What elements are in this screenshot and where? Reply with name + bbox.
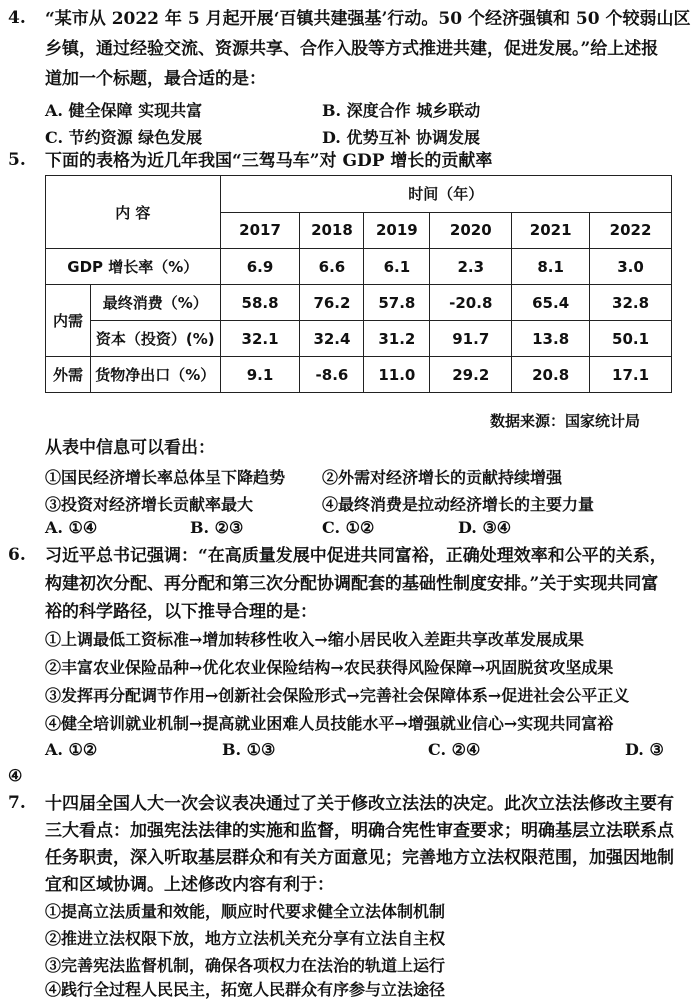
q7-number: 7. — [8, 793, 26, 813]
time-header: 时间（年） — [220, 176, 671, 213]
consumption-value: 76.2 — [300, 285, 364, 321]
gdp-value: 2.3 — [430, 249, 512, 285]
consumption-value: 58.8 — [220, 285, 300, 321]
year-cell: 2022 — [590, 212, 672, 249]
q7-stem-line-2: 三大看点：加强宪法法律的实施和监督，明确合宪性审查要求；明确基层立法联系点 — [45, 821, 674, 841]
capital-value: 32.4 — [300, 321, 364, 357]
q4-stem-line-2: 乡镇，通过经验交流、资源共享、合作入股等方式推进共建，促进发展。”给上述报 — [45, 39, 659, 59]
capital-value: 91.7 — [430, 321, 512, 357]
q5-number: 5. — [8, 150, 26, 170]
q7-stem-line-3: 任务职责，深入听取基层群众和有关方面意见；完善地方立法权限范围，加强因地制 — [45, 848, 674, 868]
consumption-label: 最终消费（%） — [90, 285, 220, 321]
export-value: 9.1 — [220, 357, 300, 393]
q6-stem-line-2: 构建初次分配、再分配和第三次分配协调配套的基础性制度安排。”关于实现共同富 — [45, 574, 659, 594]
q5-item-2: ②外需对经济增长的贡献持续增强 — [322, 468, 563, 487]
gdp-value: 3.0 — [590, 249, 672, 285]
external-demand-label: 外需 — [46, 357, 91, 393]
q6-item-2: ②丰富农业保险品种→优化农业保险结构→农民获得风险保障→巩固脱贫攻坚成果 — [45, 658, 614, 677]
gdp-value: 6.6 — [300, 249, 364, 285]
q6-option-d: D. ③ — [625, 740, 664, 759]
q6-number: 6. — [8, 545, 26, 565]
gdp-label: GDP 增长率（%） — [46, 249, 221, 285]
q6-stem-line-1: 习近平总书记强调：“在高质量发展中促进共同富裕，正确处理效率和公平的关系， — [45, 546, 667, 566]
year-cell: 2018 — [300, 212, 364, 249]
capital-value: 31.2 — [364, 321, 430, 357]
q7-item-3: ③完善宪法监督机制，确保各项权力在法治的轨道上运行 — [45, 956, 446, 975]
export-value: 20.8 — [512, 357, 590, 393]
capital-value: 13.8 — [512, 321, 590, 357]
capital-label: 资本（投资）(%) — [90, 321, 220, 357]
capital-value: 32.1 — [220, 321, 300, 357]
q7-item-2: ②推进立法权限下放，地方立法机关充分享有立法自主权 — [45, 929, 446, 948]
export-value: -8.6 — [300, 357, 364, 393]
q5-option-a: A. ①④ — [45, 518, 98, 537]
table-header-row — [46, 176, 672, 213]
q7-stem-line-4: 宜和区域协调。上述修改内容有利于： — [45, 875, 334, 895]
year-cell: 2019 — [364, 212, 430, 249]
q5-option-d: D. ③④ — [458, 518, 512, 537]
gdp-value: 6.9 — [220, 249, 300, 285]
q6-option-d-wrap: ④ — [8, 766, 23, 785]
consumption-value: 57.8 — [364, 285, 430, 321]
q6-option-c: C. ②④ — [428, 740, 481, 759]
q4-stem-line-1: “某市从 2022 年 5 月起开展‘百镇共建强基’行动。50 个经济强镇和 50 个较弱山区 — [45, 9, 691, 29]
q7-item-1: ①提高立法质量和效能，顺应时代要求健全立法体制机制 — [45, 902, 446, 921]
export-value: 29.2 — [430, 357, 512, 393]
q6-option-a: A. ①② — [45, 740, 98, 759]
q4-option-d: D. 优势互补 协调发展 — [322, 128, 481, 147]
consumption-value: 32.8 — [590, 285, 672, 321]
consumption-value: -20.8 — [430, 285, 512, 321]
q5-lead: 从表中信息可以看出： — [45, 438, 215, 458]
year-cell: 2017 — [220, 212, 300, 249]
consumption-value: 65.4 — [512, 285, 590, 321]
q4-option-b: B. 深度合作 城乡联动 — [322, 101, 481, 120]
gdp-row — [46, 249, 672, 285]
export-label: 货物净出口（%） — [90, 357, 220, 393]
gdp-contribution-table — [45, 175, 672, 393]
q7-item-4: ④践行全过程人民民主，拓宽人民群众有序参与立法途径 — [45, 980, 446, 999]
q4-option-a: A. 健全保障 实现共富 — [45, 101, 203, 120]
gdp-value: 6.1 — [364, 249, 430, 285]
q4-option-c: C. 节约资源 绿色发展 — [45, 128, 203, 147]
q5-item-1: ①国民经济增长率总体呈下降趋势 — [45, 468, 286, 487]
q4-stem-line-3: 道加一个标题，最合适的是： — [45, 69, 266, 89]
export-row — [46, 357, 672, 393]
domestic-demand-label: 内需 — [46, 285, 91, 357]
q6-item-3: ③发挥再分配调节作用→创新社会保险形式→完善社会保障体系→促进社会公平正义 — [45, 686, 630, 705]
q5-option-b: B. ②③ — [190, 518, 244, 537]
q6-item-4: ④健全培训就业机制→提高就业困难人员技能水平→增强就业信心→实现共同富裕 — [45, 714, 614, 733]
q4-number: 4. — [8, 8, 26, 28]
export-value: 11.0 — [364, 357, 430, 393]
year-cell: 2020 — [430, 212, 512, 249]
gdp-value: 8.1 — [512, 249, 590, 285]
q7-stem-line-1: 十四届全国人大一次会议表决通过了关于修改立法法的决定。此次立法法修改主要有 — [45, 794, 674, 814]
q5-item-4: ④最终消费是拉动经济增长的主要力量 — [322, 495, 595, 514]
export-value: 17.1 — [590, 357, 672, 393]
q5-stem: 下面的表格为近几年我国“三驾马车”对 GDP 增长的贡献率 — [45, 151, 493, 171]
q5-option-c: C. ①② — [322, 518, 375, 537]
capital-row — [46, 321, 672, 357]
q5-item-3: ③投资对经济增长贡献率最大 — [45, 495, 254, 514]
table-corner-cell: 内 容 — [46, 176, 221, 249]
q6-option-b: B. ①③ — [222, 740, 276, 759]
q6-item-1: ①上调最低工资标准→增加转移性收入→缩小居民收入差距共享改革发展成果 — [45, 630, 584, 649]
capital-value: 50.1 — [590, 321, 672, 357]
data-source: 数据来源：国家统计局 — [490, 412, 641, 430]
year-cell: 2021 — [512, 212, 590, 249]
q6-stem-line-3: 裕的科学路径，以下推导合理的是： — [45, 602, 317, 622]
consumption-row — [46, 285, 672, 321]
